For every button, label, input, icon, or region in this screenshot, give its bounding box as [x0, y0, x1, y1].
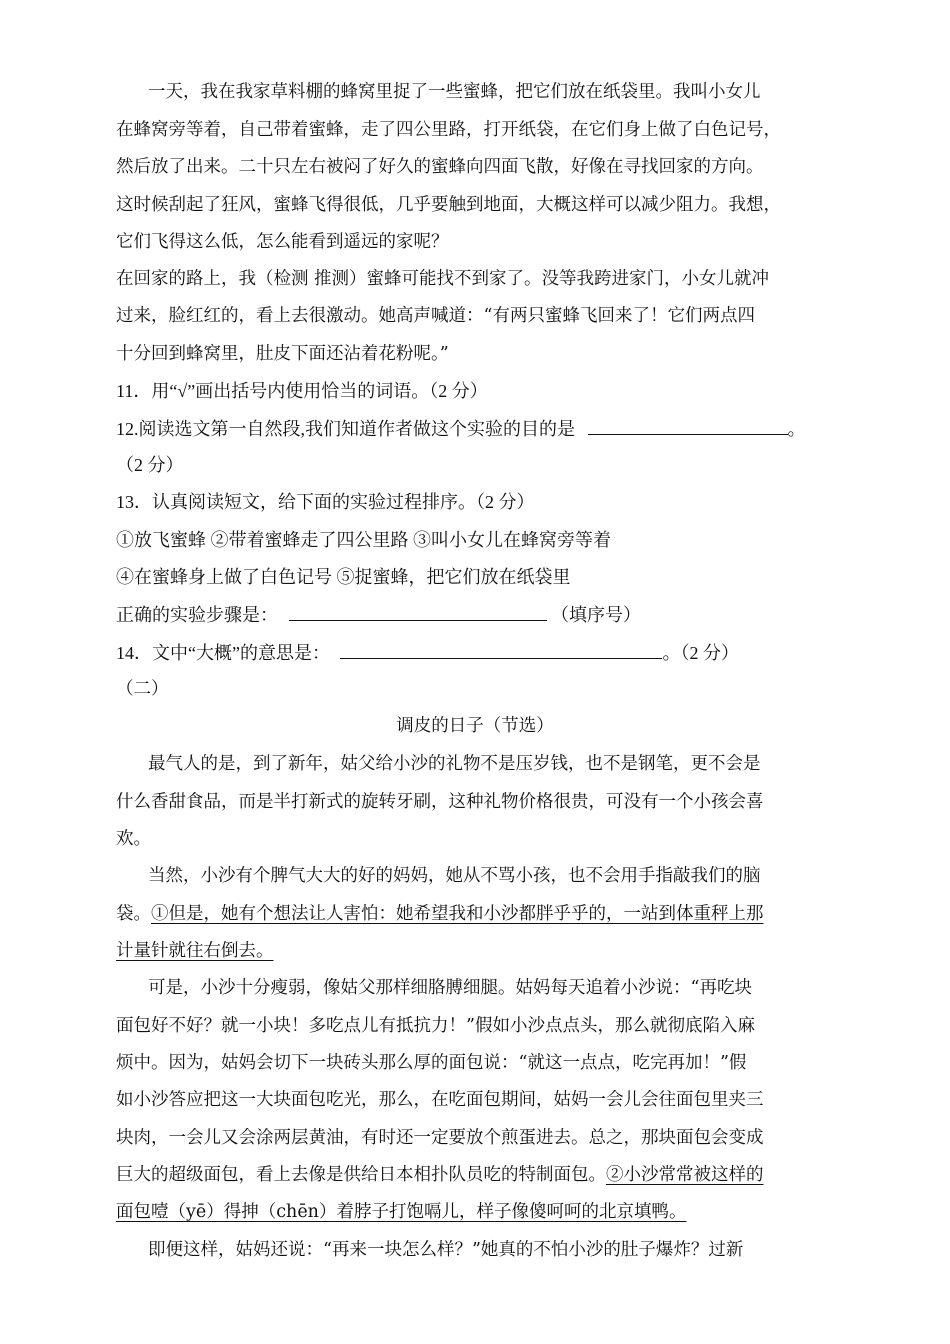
- underlined-sentence-2: ②小沙常常被这样的: [606, 1165, 764, 1185]
- question-12-score: （2 分）: [116, 455, 184, 475]
- question-12-end: 。: [787, 419, 806, 439]
- passage1-line: 这时候刮起了狂风，蜜蜂飞得很低，几乎要触到地面，大概这样可以减少阻力。我想，: [116, 195, 781, 215]
- passage2-line: 面包好不好？就一小块！多吃点儿有抵抗力！”假如小沙点点头，那么就彻底陷入麻: [116, 1016, 755, 1036]
- passage2-line: 烦中。因为，姑妈会切下一块砖头那么厚的面包说：“就这一点点，吃完再加！”假: [116, 1053, 747, 1073]
- question-14: [116, 640, 739, 665]
- question-13-answer-hint: （填序号）: [551, 605, 641, 625]
- underlined-sentence-2-cont: 面包噎（yē）得抻（chēn）着脖子打饱嗝儿，样子像傻呵呵的北京填鸭。: [116, 1202, 687, 1222]
- passage2-line: 即便这样，姑妈还说：“再来一块怎么样？”她真的不怕小沙的肚子爆炸？过新: [148, 1240, 744, 1260]
- passage2-line: 块肉，一会儿又会涂两层黄油，有时还一定要放个煎蛋进去。总之，那块面包会变成: [116, 1128, 764, 1148]
- answer-blank-14[interactable]: [340, 640, 662, 659]
- passage2-text: 袋。: [116, 904, 151, 924]
- answer-blank-12[interactable]: [588, 416, 788, 435]
- passage1-line: 过来，脸红红的，看上去很激动。她高声喊道：“有两只蜜蜂飞回来了！它们两点四: [116, 306, 755, 326]
- passage2-line: 最气人的是，到了新年，姑父给小沙的礼物不是压岁钱，也不是钢笔，更不会是: [148, 754, 761, 774]
- passage2-line: 什么香甜食品，而是半打新式的旋转牙刷，这种礼物价格很贵，可没有一个小孩会喜: [116, 792, 764, 812]
- question-13-options-1: ①放飞蜜蜂 ②带着蜜蜂走了四公里路 ③叫小女儿在蜂窝旁等着: [116, 530, 611, 550]
- underlined-sentence-1-cont: 计量针就往右倒去。: [116, 941, 274, 961]
- passage2-line: [116, 1200, 686, 1224]
- passage2-line: 如小沙答应把这一大块面包吃光，那么，在吃面包期间，姑妈一会儿会往面包里夹三: [116, 1090, 764, 1110]
- question-13: 13．认真阅读短文，给下面的实验过程排序。（2 分）: [116, 492, 535, 512]
- passage1-line: 在回家的路上，我（检测 推测）蜜蜂可能找不到家了。没等我跨进家门，小女儿就冲: [116, 269, 770, 289]
- question-13-answer-label: 正确的实验步骤是：: [116, 605, 278, 625]
- passage2-line: 当然，小沙有个脾气大大的好的妈妈，她从不骂小孩，也不会用手指敲我们的脑: [148, 866, 761, 886]
- question-12-text: 12.阅读选文第一自然段,我们知道作者做这个实验的目的是: [116, 419, 575, 439]
- question-13-options-2: ④在蜜蜂身上做了白色记号 ⑤捉蜜蜂，把它们放在纸袋里: [116, 567, 571, 587]
- passage2-line: 欢。: [116, 829, 151, 849]
- question-11: 11．用“√”画出括号内使用恰当的词语。（2 分）: [116, 381, 488, 401]
- passage1-line: 然后放了出来。二十只左右被闷了好久的蜜蜂向四面飞散，好像在寻找回家的方向。: [116, 157, 764, 177]
- section-label: （二）: [116, 679, 169, 699]
- passage1-line: 十分回到蜂窝里，肚皮下面还沾着花粉呢。”: [116, 344, 449, 364]
- passage2-line: [116, 939, 274, 963]
- passage1-line: 它们飞得这么低，怎么能看到遥远的家呢？: [116, 232, 449, 252]
- passage2-line: [116, 1163, 764, 1187]
- passage2-line: 可是，小沙十分瘦弱，像姑父那样细胳膊细腿。姑妈每天追着小沙说：“再吃块: [148, 978, 752, 998]
- passage-title: 调皮的日子（节选）: [396, 716, 554, 736]
- passage1-line: 一天，我在我家草料棚的蜂窝里捉了一些蜜蜂，把它们放在纸袋里。我叫小女儿: [148, 82, 761, 102]
- passage2-line: [116, 902, 764, 926]
- question-14-text: 14．文中“大概”的意思是：: [116, 643, 330, 663]
- underlined-sentence-1: ①但是，她有个想法让人害怕：她希望我和小沙都胖乎乎的，一站到体重秤上那: [151, 904, 764, 924]
- question-14-end: 。（2 分）: [662, 643, 739, 663]
- answer-blank-13[interactable]: [289, 602, 547, 621]
- question-12: [116, 416, 806, 441]
- passage1-line: 在蜂窝旁等着，自己带着蜜蜂，走了四公里路，打开纸袋，在它们身上做了白色记号，: [116, 120, 781, 140]
- question-13-answer: [116, 602, 641, 627]
- passage2-text: 巨大的超级面包，看上去像是供给日本相扑队员吃的特制面包。: [116, 1165, 606, 1185]
